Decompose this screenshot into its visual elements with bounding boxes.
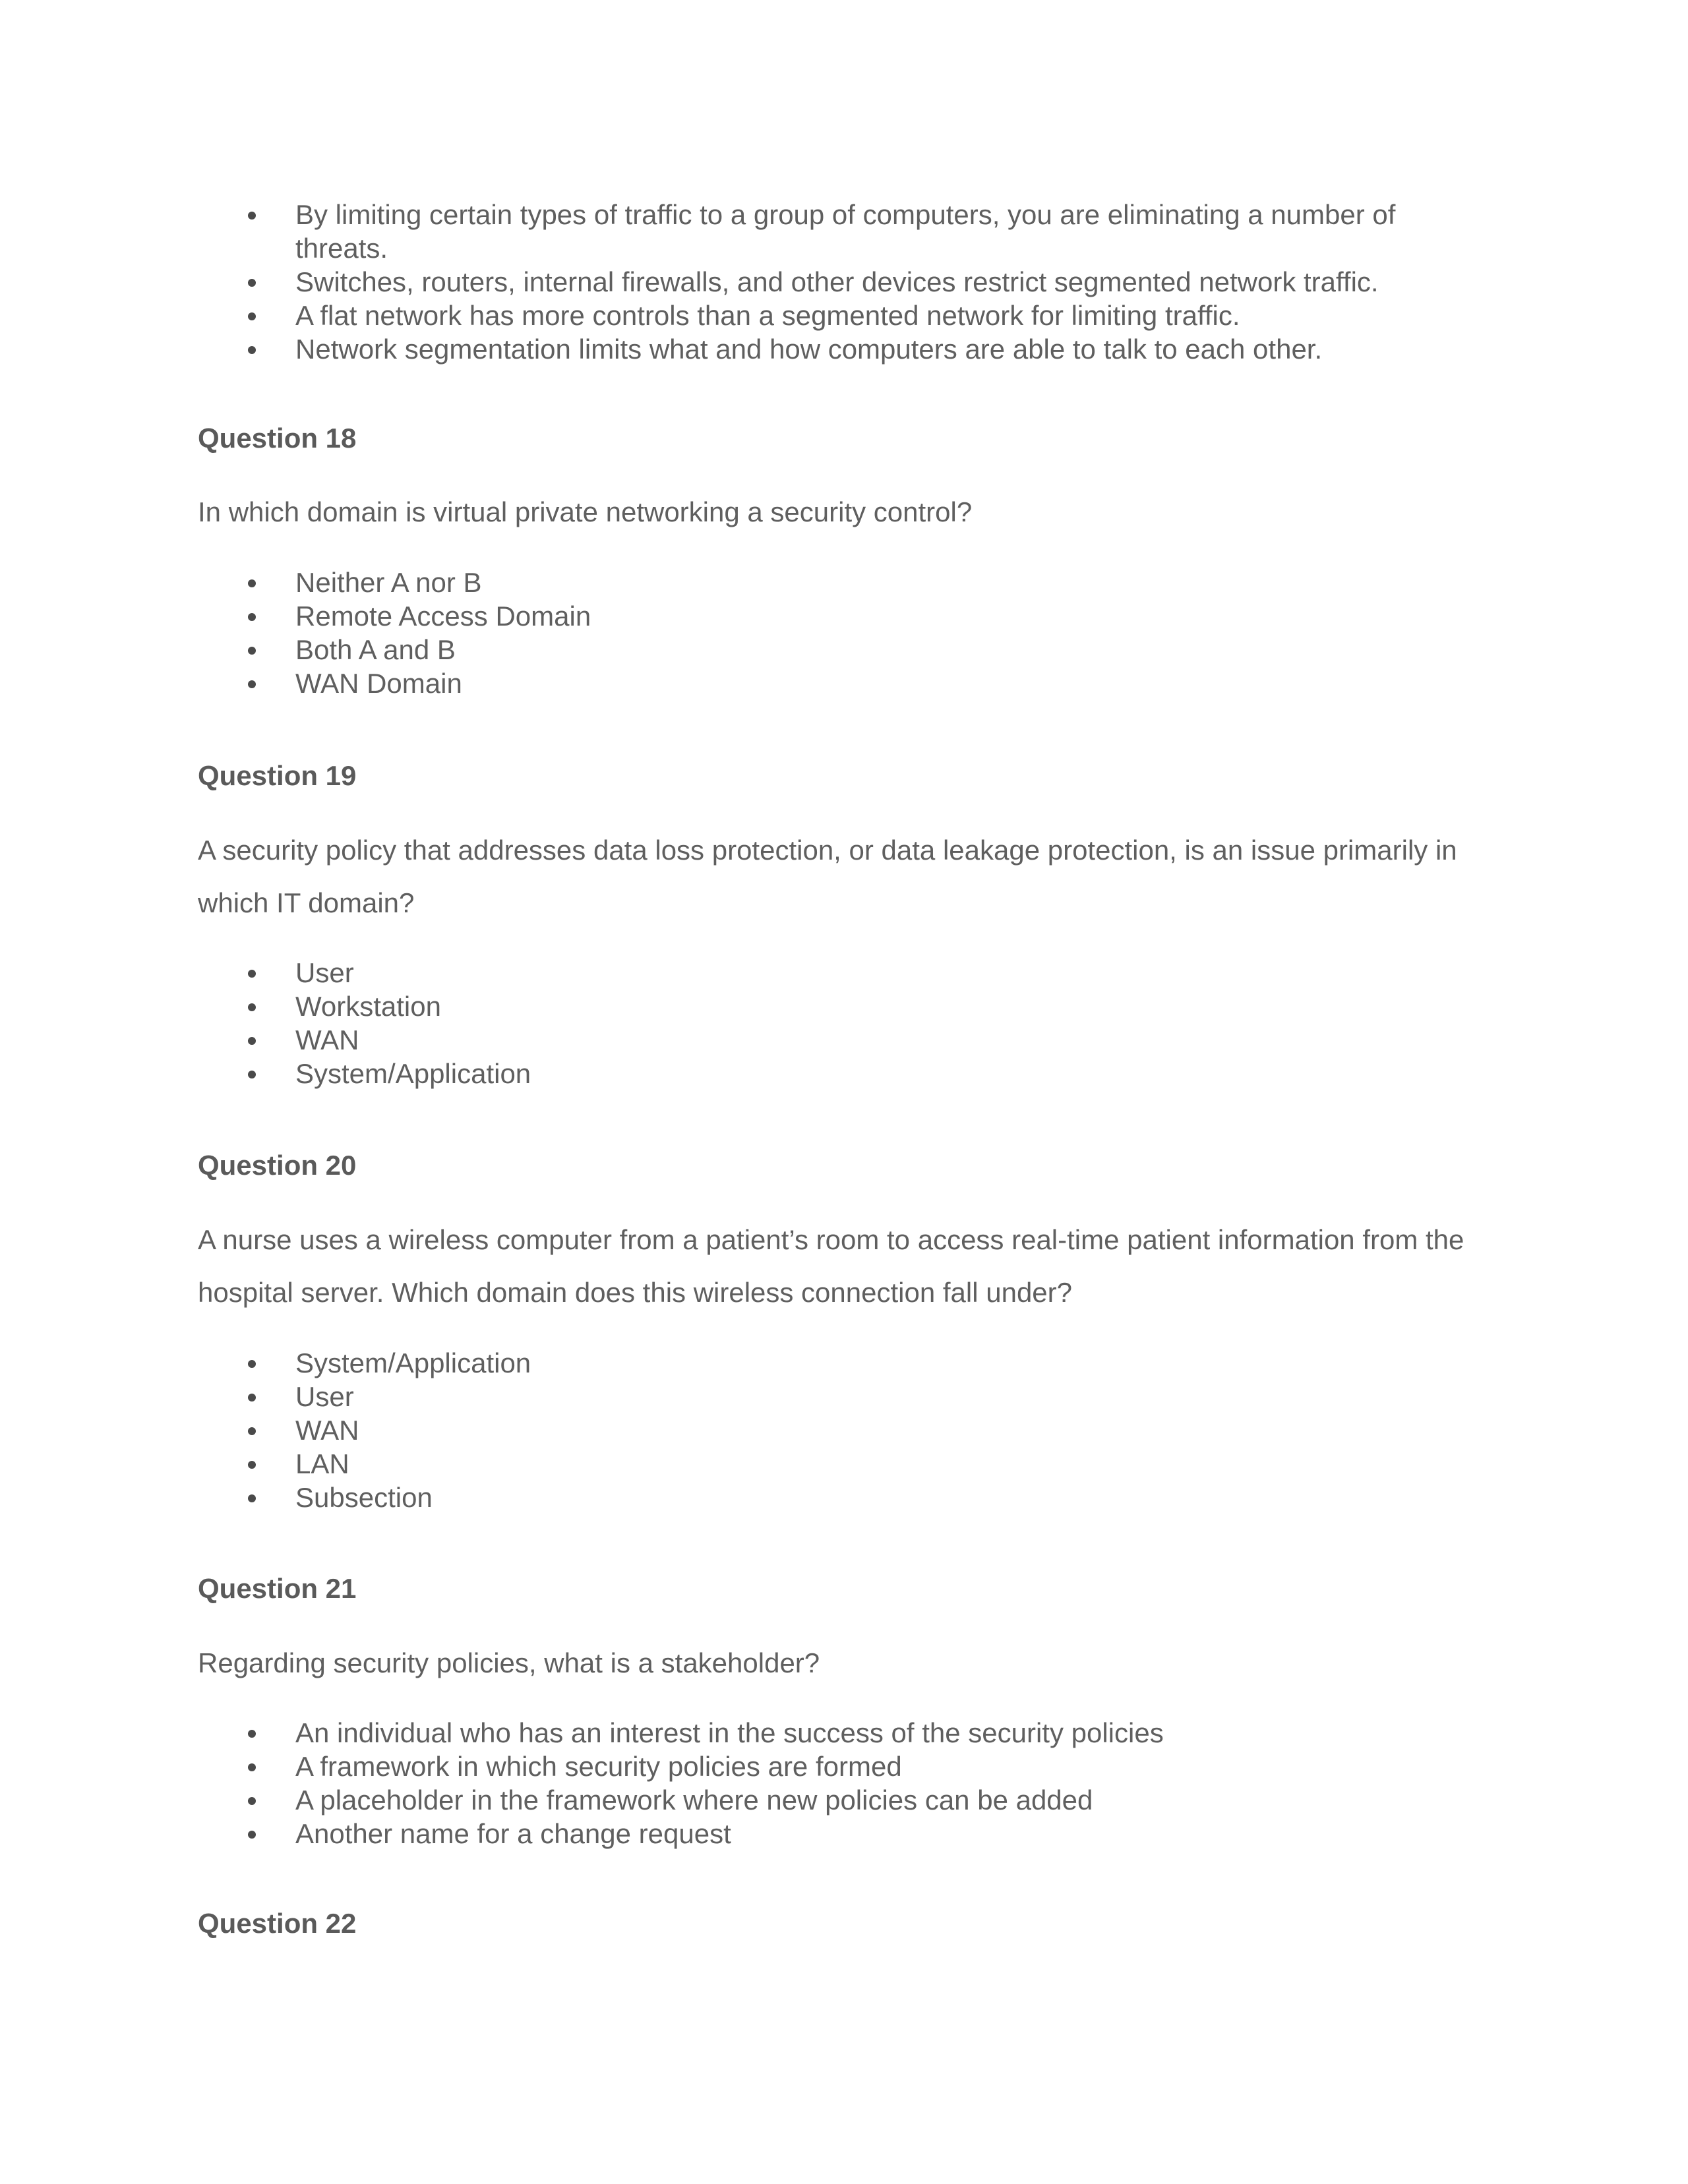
option-item: WAN: [198, 1413, 1503, 1447]
option-item: By limiting certain types of traffic to a group of computers, you are eliminating a number of threats.: [198, 198, 1437, 265]
question-text: A nurse uses a wireless computer from a patient’s room to access real-time patient information from the hospital server. Which domain does this wireless connection fall under?: [198, 1224, 1464, 1308]
option-item: WAN Domain: [198, 666, 1503, 700]
option-item: A placeholder in the framework where new policies can be added: [198, 1783, 1503, 1817]
option-item: Another name for a change request: [198, 1817, 1503, 1850]
option-list: [198, 566, 1503, 700]
option-item: A flat network has more controls than a segmented network for limiting traffic.: [198, 299, 1437, 332]
option-item: Workstation: [198, 989, 1503, 1023]
option-item: Neither A nor B: [198, 566, 1503, 599]
question-text: Regarding security policies, what is a stakeholder?: [198, 1647, 820, 1678]
option-item: LAN: [198, 1447, 1503, 1481]
question-options: [198, 1716, 1503, 1850]
option-list: [198, 1716, 1503, 1850]
option-item: Remote Access Domain: [198, 599, 1503, 633]
question-title: Question 22: [198, 1908, 357, 1939]
option-list: [198, 956, 1503, 1090]
option-item: A framework in which security policies are formed: [198, 1750, 1503, 1783]
question-title: Question 18: [198, 423, 357, 454]
option-item: An individual who has an interest in the success of the security policies: [198, 1716, 1503, 1750]
question-title: Question 20: [198, 1150, 357, 1181]
option-item: System/Application: [198, 1057, 1503, 1090]
option-item: Both A and B: [198, 633, 1503, 666]
option-list: [198, 1346, 1503, 1514]
question-options: [198, 956, 1503, 1090]
option-item: WAN: [198, 1023, 1503, 1057]
question-options: [198, 1346, 1503, 1514]
option-item: User: [198, 1380, 1503, 1413]
question-options: [198, 566, 1503, 700]
option-item: System/Application: [198, 1346, 1503, 1380]
option-item: User: [198, 956, 1503, 989]
carryover-options: [198, 198, 1437, 366]
option-item: Subsection: [198, 1481, 1503, 1514]
option-list: [198, 198, 1437, 366]
option-item: Switches, routers, internal firewalls, and other devices restrict segmented network traffic.: [198, 265, 1437, 299]
question-text: A security policy that addresses data loss protection, or data leakage protection, is an issue primarily in which IT domain?: [198, 835, 1457, 918]
question-title: Question 21: [198, 1573, 357, 1604]
question-text: In which domain is virtual private networking a security control?: [198, 496, 973, 527]
option-item: Network segmentation limits what and how computers are able to talk to each other.: [198, 332, 1437, 366]
question-title: Question 19: [198, 760, 357, 791]
